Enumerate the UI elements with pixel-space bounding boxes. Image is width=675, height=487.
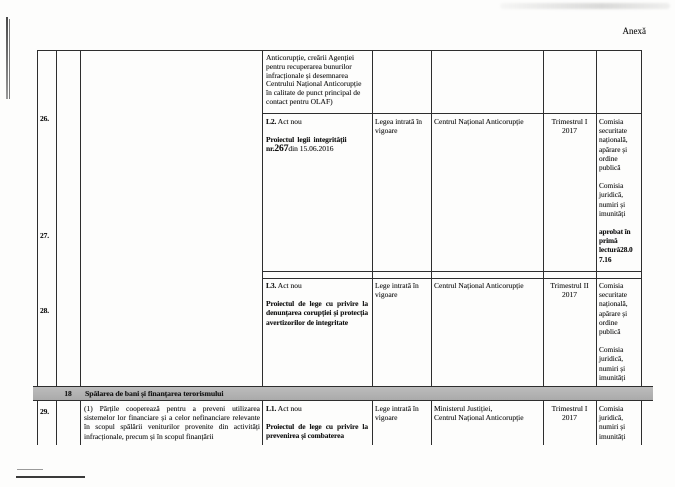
table-grid-line xyxy=(262,278,642,279)
section-header-row xyxy=(33,386,653,401)
act-l1-type: Act nou xyxy=(277,404,302,413)
commission-l1: Comisia juridică, numiri și imunități xyxy=(599,404,626,441)
term-l2-quarter: Trimestrul I xyxy=(551,117,588,126)
act-l3-type: Act nou xyxy=(277,281,302,290)
pen-mark-line xyxy=(16,476,85,478)
act-l2-nr-value: 267 xyxy=(274,144,289,155)
annex-label: Anexă xyxy=(622,26,646,36)
table-grid-line xyxy=(262,50,263,386)
row-number-26: 26. xyxy=(40,114,50,123)
table-grid-line xyxy=(543,50,544,386)
section-title: Spălarea de bani și finanțarea terorismului xyxy=(85,389,224,398)
institution-l1 xyxy=(434,404,541,422)
act-l1-heading xyxy=(266,404,368,413)
table-grid-line xyxy=(431,401,432,445)
commissions-l3 xyxy=(599,281,640,382)
act-l1-cell xyxy=(266,404,368,441)
act-l2-label: L2. xyxy=(266,117,277,126)
table-grid-line xyxy=(37,401,38,445)
table-grid-line xyxy=(37,50,38,386)
term-l3-quarter: Trimestrul II xyxy=(550,281,589,290)
act-l2-title: Proiectul legii integrității xyxy=(266,135,347,145)
table-grid-line xyxy=(262,113,642,114)
act-l3-label: L3. xyxy=(266,281,277,290)
section-number: 18 xyxy=(64,389,72,398)
act-l2-nr-prefix: nr. xyxy=(266,144,275,154)
table-grid-line xyxy=(641,50,642,386)
table-grid-line xyxy=(80,50,81,386)
term-l3-year: 2017 xyxy=(562,290,577,300)
act-l3-heading xyxy=(266,281,368,290)
term-l3 xyxy=(544,281,595,299)
binding-mark-line xyxy=(9,19,10,99)
institution-l1-line2: Centrul Național Anticorupție xyxy=(434,413,524,423)
table-grid-line xyxy=(372,50,373,386)
term-l2-year: 2017 xyxy=(562,126,577,136)
term-l1-year: 2017 xyxy=(562,413,577,423)
table-grid-line xyxy=(641,401,642,445)
table-grid-line xyxy=(80,401,81,445)
pen-mark-line xyxy=(17,469,43,470)
table-grid-line xyxy=(596,401,597,445)
row-number-27: 27. xyxy=(40,231,50,240)
table-grid-line xyxy=(56,401,57,445)
carryover-act-cell: Anticorupție, creării Agenției pentru recuperarea bunurilor infracționale și desemnarea Centrului Național Anticorupție în calitate de punct principal de contact pentru OLAF) xyxy=(266,53,362,106)
table-grid-line xyxy=(372,401,373,445)
row-number-28: 28. xyxy=(40,306,50,315)
scan-streak xyxy=(500,3,670,9)
act-l2-cell xyxy=(266,117,368,155)
row29-description: (1) Părțile cooperează pentru a preveni utilizarea sistemelor lor financiare și a celor nefinanciare relevante în scopul spălării veniturilor provenite din activități infracționale, precum și în scopul finanțării xyxy=(84,404,260,441)
institution-l1-line1: Ministerul Justiției, xyxy=(434,404,493,413)
expected-result-l2: Legea intrată în vigoare xyxy=(375,117,423,136)
act-l2-heading xyxy=(266,117,368,126)
status-l2: aprobat în primă lectură28.0 7.16 xyxy=(599,227,633,264)
table-grid-line xyxy=(431,50,432,386)
table-grid-line xyxy=(596,50,597,386)
institution-l2: Centrul Național Anticorupție xyxy=(434,117,524,126)
expected-result-l3: Lege intrată în vigoare xyxy=(375,281,419,300)
table-grid-line xyxy=(262,401,263,445)
row-number-29: 29. xyxy=(40,407,50,416)
table-grid-line xyxy=(37,50,642,51)
expected-result-l1: Lege intrată în vigoare xyxy=(375,404,419,423)
act-l1-title: Proiectul de lege cu privire la prevenirea și combaterea xyxy=(266,422,368,441)
commission-l2-1: Comisia securitate națională, apărare și ordine publică xyxy=(599,117,628,173)
table-grid-line xyxy=(56,50,57,386)
act-l2-type: Act nou xyxy=(277,117,302,126)
commissions-l2 xyxy=(599,117,640,264)
table-grid-line xyxy=(262,271,642,272)
act-l2-number-line xyxy=(266,144,368,154)
binding-mark-line xyxy=(6,17,8,99)
act-l3-title: Proiectul de lege cu privire la denunțarea corupției și protecția avertizorilor de integritate xyxy=(266,299,368,327)
commission-l3-1: Comisia securitate națională, apărare și ordine publică xyxy=(599,281,628,337)
commission-l3-2: Comisia juridică, numiri și imunități xyxy=(599,345,626,382)
act-l3-cell xyxy=(266,281,368,327)
institution-l3: Centrul Național Anticorupție xyxy=(434,281,524,290)
term-l2 xyxy=(544,117,595,135)
term-l1-quarter: Trimestrul I xyxy=(551,404,588,413)
commission-l2-2: Comisia juridică, numiri și imunități xyxy=(599,181,626,218)
act-l2-nr-suffix: din 15.06.2016 xyxy=(288,144,334,154)
act-l1-label: L1. xyxy=(266,404,277,413)
term-l1 xyxy=(544,404,595,422)
